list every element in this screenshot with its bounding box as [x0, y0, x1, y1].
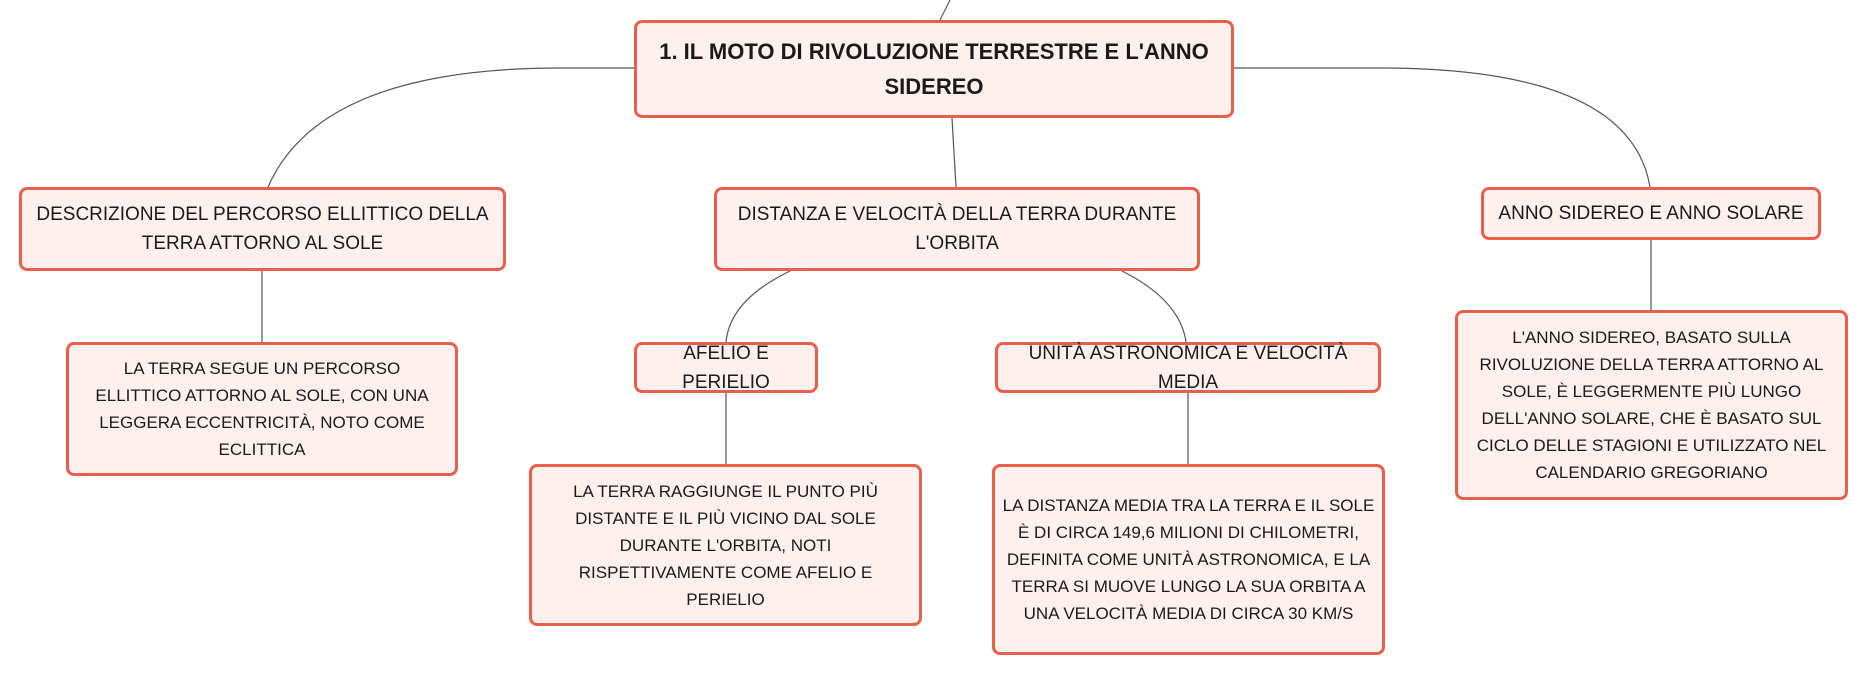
connector-distance-to-afelio	[726, 271, 790, 342]
detail-aphelion-perihelion-text: LA TERRA RAGGIUNGE IL PUNTO PIÙ DISTANTE E IL PIÙ VICINO DAL SOLE DURANTE L'ORBITA, NOTI RISPETTIVAMENTE COME AFELIO E PERIELIO	[573, 481, 878, 609]
topic-distance-speed-label: DISTANZA E VELOCITÀ DELLA TERRA DURANTE L'ORBITA	[737, 204, 1177, 254]
topic-aphelion-perihelion-label: AFELIO E PERIELIO	[682, 342, 770, 393]
connector-root-to-anno	[1234, 68, 1650, 187]
topic-astronomical-unit-speed-label: UNITÀ ASTRONOMICA E VELOCITÀ MEDIA	[1028, 342, 1348, 393]
connector-parent-to-root	[940, 0, 950, 20]
topic-ellipse-path[interactable]	[19, 187, 506, 271]
detail-ellipse-path[interactable]	[66, 342, 458, 476]
topic-aphelion-perihelion[interactable]	[634, 342, 818, 393]
topic-distance-speed[interactable]	[714, 187, 1200, 271]
topic-sidereal-solar-year-label: ANNO SIDEREO E ANNO SOLARE	[1498, 203, 1804, 224]
topic-ellipse-path-label: DESCRIZIONE DEL PERCORSO ELLITTICO DELLA TERRA ATTORNO AL SOLE	[36, 204, 489, 254]
detail-sidereal-solar-year-text: L'ANNO SIDEREO, BASATO SULLA RIVOLUZIONE DELLA TERRA ATTORNO AL SOLE, È LEGGERMENTE PIÙ LUNGO DELL'ANNO SOLARE, CHE È BASATO SUL CICLO DELLE STAGIONI E UTILIZZATO NEL CALENDARIO GREGORIANO	[1476, 328, 1827, 482]
root-topic[interactable]	[634, 20, 1234, 118]
topic-astronomical-unit-speed[interactable]	[995, 342, 1381, 393]
detail-ellipse-path-text: LA TERRA SEGUE UN PERCORSO ELLITTICO ATTORNO AL SOLE, CON UNA LEGGERA ECCENTRICITÀ, NOTO COME ECLITTICA	[95, 359, 429, 459]
detail-sidereal-solar-year[interactable]	[1455, 310, 1848, 500]
detail-astronomical-unit-speed-text: LA DISTANZA MEDIA TRA LA TERRA E IL SOLE È DI CIRCA 149,6 MILIONI DI CHILOMETRI, DEFINITA COME UNITÀ ASTRONOMICA, E LA TERRA SI MUOVE LUNGO LA SUA ORBITA A UNA VELOCITÀ MEDIA DI CIRCA 30 KM/S	[1002, 496, 1375, 623]
topic-sidereal-solar-year[interactable]	[1481, 187, 1821, 240]
detail-astronomical-unit-speed[interactable]	[992, 464, 1385, 655]
connector-distance-to-unita	[1122, 271, 1186, 342]
root-topic-label: 1. IL MOTO DI RIVOLUZIONE TERRESTRE E L'ANNO SIDEREO	[659, 39, 1209, 99]
detail-aphelion-perihelion[interactable]	[529, 464, 922, 626]
connector-root-to-ellipse	[268, 68, 634, 187]
connector-root-to-distance	[952, 118, 956, 187]
